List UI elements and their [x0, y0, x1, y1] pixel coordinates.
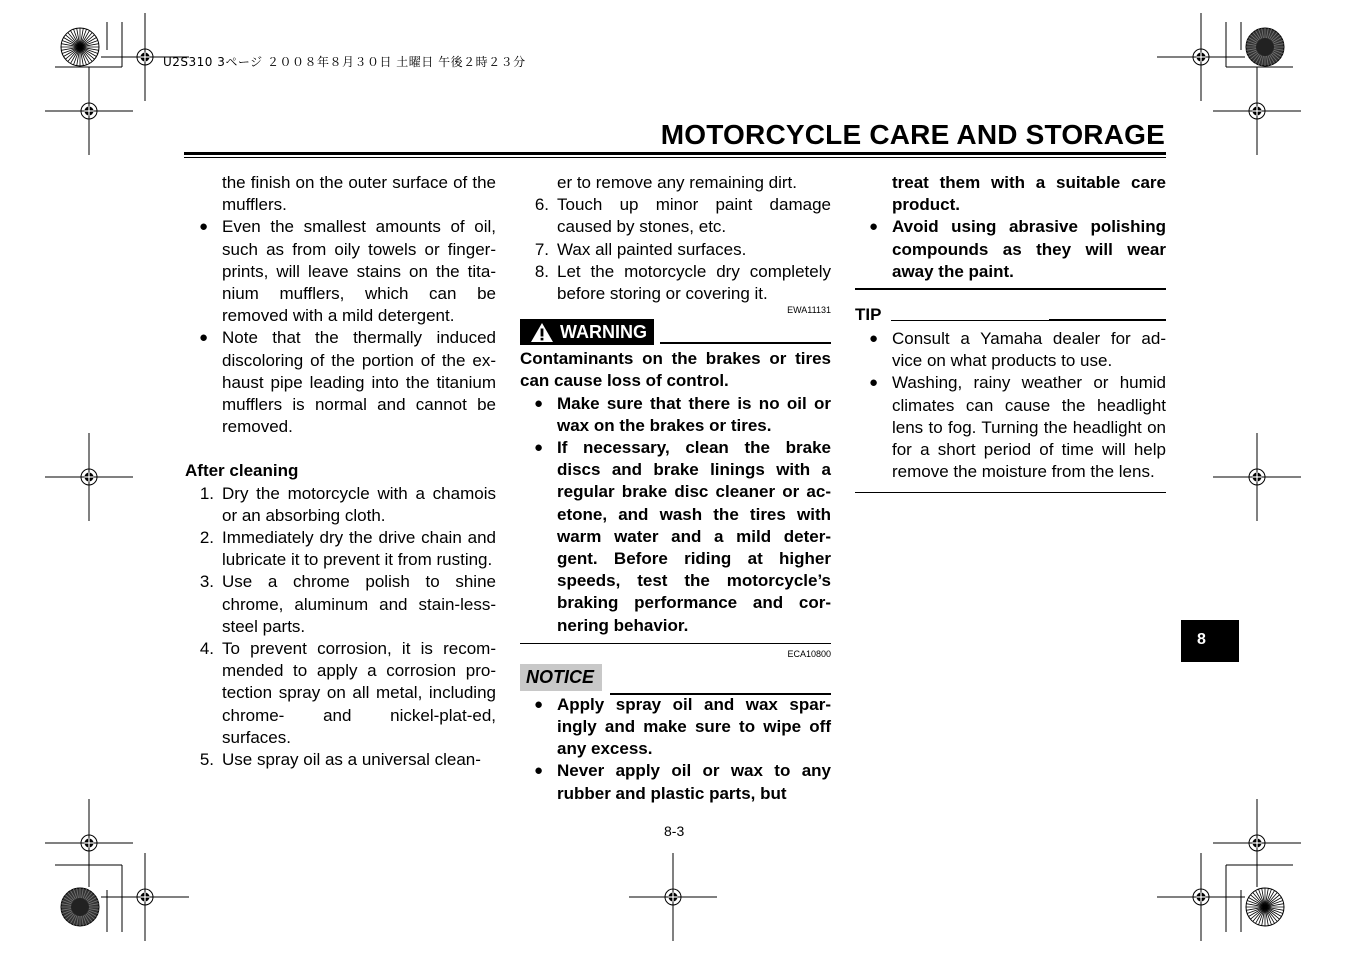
crosshair-mark	[45, 67, 133, 155]
list-item: ● Apply spray oil and wax spar-ingly and make sure to wipe off any excess.	[534, 694, 831, 759]
warning-end-rule	[520, 643, 831, 644]
tip-end-rule	[855, 492, 1166, 493]
warning-header	[520, 319, 831, 345]
crosshair-mark	[101, 853, 189, 941]
color-wheel-mark	[61, 888, 99, 926]
color-wheel-mark	[61, 28, 99, 66]
column-1	[185, 172, 496, 771]
list-item: ● Note that the thermally induced discoloring of the portion of the ex-haust pipe leading into the titanium mufflers is normal and cannot be removed.	[199, 328, 496, 437]
step-item: 8. Let the motorcycle dry completely before storing or covering it.	[534, 261, 831, 304]
crosshair-mark	[1157, 13, 1245, 101]
list-item: ● Washing, rainy weather or humid climates can cause the headlight lens to fog. Turning the headlight on for a short period of time will help remove the moisture from the lens.	[869, 373, 1166, 482]
color-wheel-mark	[1246, 888, 1284, 926]
chapter-tab: 8	[1181, 620, 1239, 662]
warning-code: EWA11131	[787, 305, 831, 316]
step-item: 6. Touch up minor paint damage caused by stones, etc.	[534, 195, 831, 237]
list-item: ● Never apply oil or wax to any rubber and plastic parts, but	[534, 761, 831, 803]
continued-text: er to remove any remaining dirt.	[557, 173, 797, 192]
crosshair-mark	[45, 433, 133, 521]
crosshair-mark	[629, 853, 717, 941]
column-2	[520, 172, 831, 805]
list-item: ● Avoid using abrasive polishing compounds as they will wear away the paint.	[869, 217, 1166, 281]
crosshair-mark	[1213, 67, 1301, 155]
notice-code: ECA10800	[787, 648, 831, 659]
list-item: ● Consult a Yamaha dealer for ad-vice on what products to use.	[869, 329, 1166, 371]
continued-text: treat them with a suitable care product.	[892, 173, 1166, 215]
column-3	[855, 172, 1166, 493]
step-item: 4. To prevent corrosion, it is recom-mended to apply a corrosion pro-tection spray on all metal, including chrome- and nickel-plat-ed, surfaces.	[199, 639, 496, 747]
section-heading: After cleaning	[185, 461, 299, 481]
warning-label: WARNING	[560, 322, 647, 343]
title-rule-thick	[184, 152, 1166, 155]
step-item: 1. Dry the motorcycle with a chamois or an absorbing cloth.	[199, 483, 496, 525]
crosshair-mark	[45, 799, 133, 887]
notice-header	[520, 662, 831, 692]
tip-header	[855, 300, 1166, 326]
tip-label: TIP	[855, 305, 882, 325]
list-item: ● Even the smallest amounts of oil, such as from oily towels or finger-prints, will leave stains on the tita-nium mufflers, which can be removed with a mild detergent.	[199, 217, 496, 326]
page-title: MOTORCYCLE CARE AND STORAGE	[660, 119, 1165, 150]
color-wheel-mark	[1246, 28, 1284, 66]
continued-text: the finish on the outer surface of the mufflers.	[222, 173, 496, 215]
step-item: 3. Use a chrome polish to shine chrome, aluminum and stain-less-steel parts.	[199, 572, 496, 636]
list-item: ● If necessary, clean the brake discs and brake linings with a regular brake disc cleaner or ac-etone, and wash the tires with warm water and a mild deter-gent. Before riding at higher speeds, test the motorcycle’s braking performance and cor-nering behavior.	[534, 438, 831, 635]
print-header: U2S310 3ページ ２００８年８月３０日 土曜日 午後２時２３分	[163, 55, 526, 69]
warning-triangle-icon	[530, 322, 554, 343]
bullet: ●	[199, 218, 209, 236]
crosshair-mark	[1157, 853, 1245, 941]
list-item: ● Make sure that there is no oil or wax on the brakes or tires.	[534, 393, 831, 435]
notice-label: NOTICE	[520, 664, 602, 691]
bullet: ●	[199, 329, 209, 347]
step-item: 2. Immediately dry the drive chain and lubricate it to prevent it from rusting.	[199, 528, 496, 570]
step-item: 7. Wax all painted surfaces.	[534, 239, 747, 259]
warning-lead: Contaminants on the brakes or tires can cause loss of control.	[520, 349, 831, 391]
step-item: 5. Use spray oil as a universal clean-	[199, 750, 481, 770]
notice-end-rule	[855, 288, 1166, 290]
title-rule-thin	[184, 157, 1166, 158]
crosshair-mark	[1213, 433, 1301, 521]
page-number: 8-3	[664, 823, 685, 839]
